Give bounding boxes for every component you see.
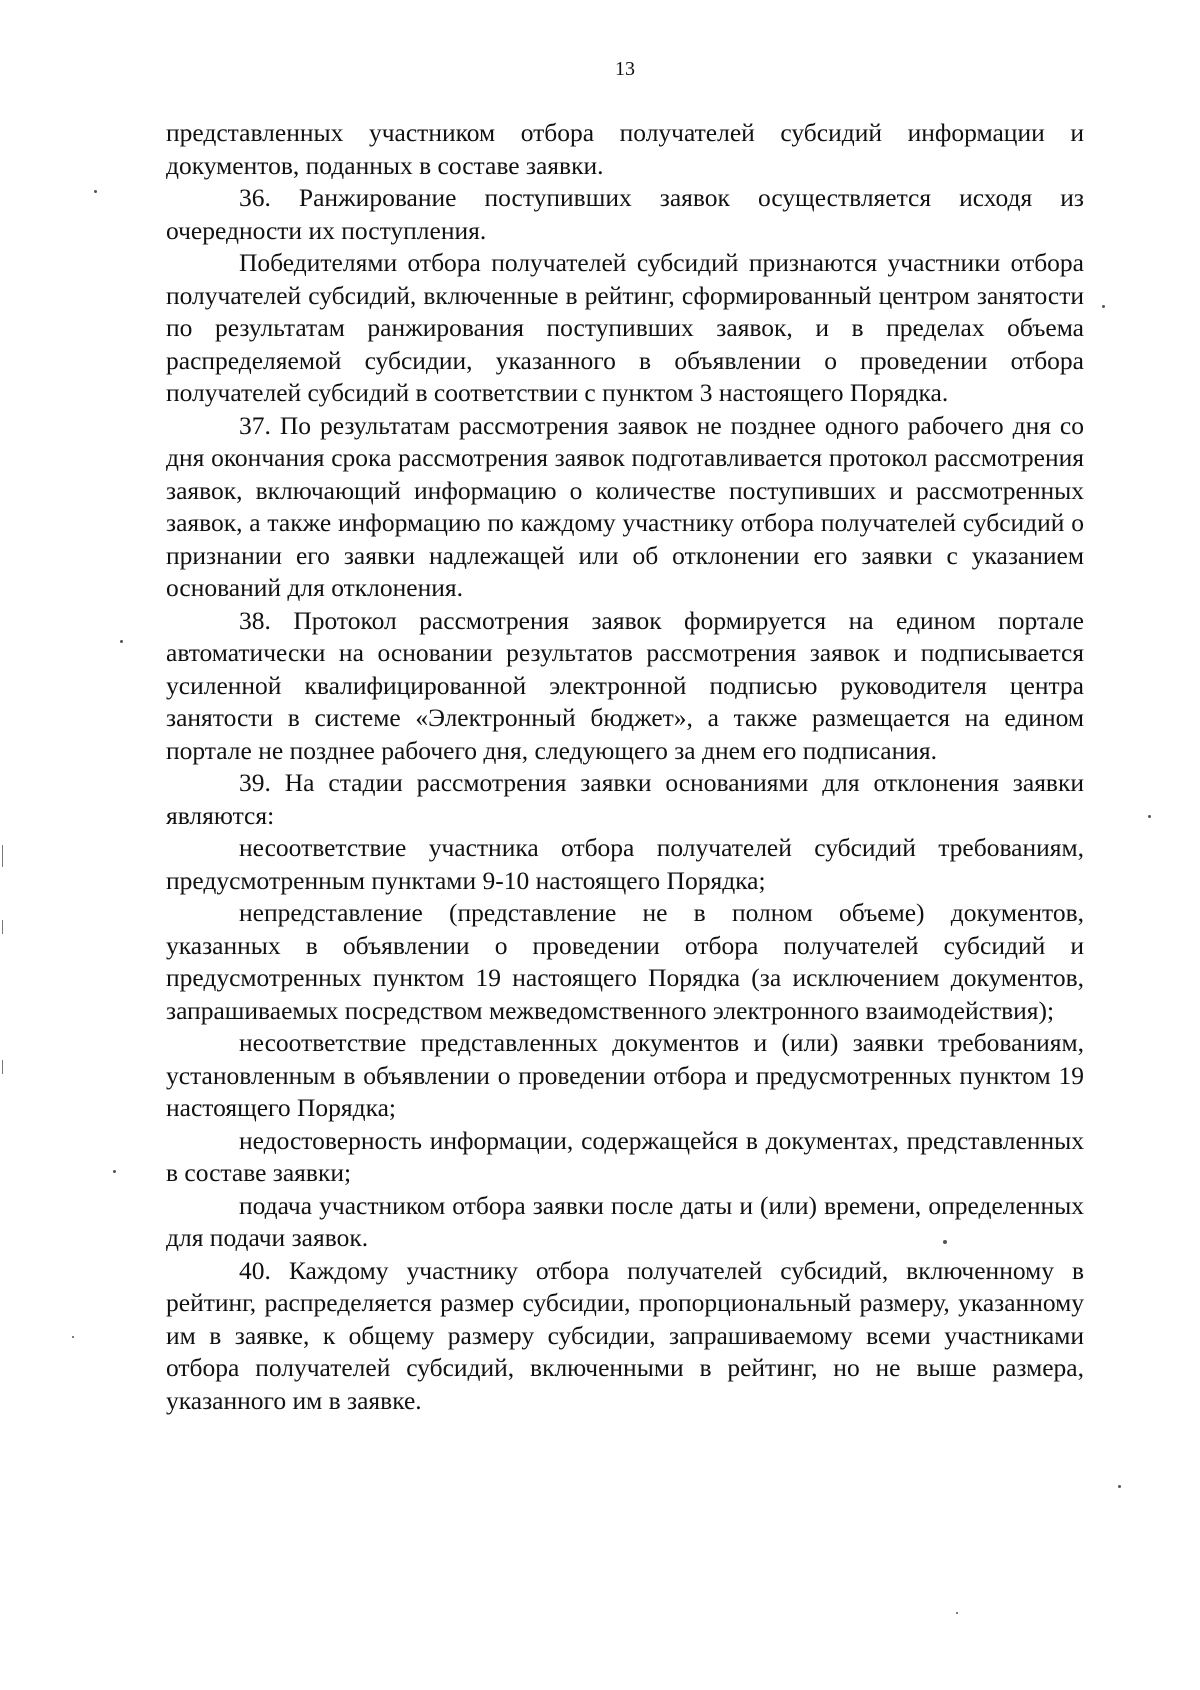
- list-item-document-mismatch: несоответствие представленных документов и (или) заявки требованиям, установленным в объявлении о проведении отбора и предусмотренных пунктом 19 настоящего Порядка;: [166, 1028, 1084, 1122]
- page-number: 13: [615, 58, 635, 80]
- list-item-inaccuracy: недостоверность информации, содержащейся в документах, представленных в составе заявки;: [166, 1125, 1084, 1187]
- list-item-late-submission: подача участником отбора заявки после даты и (или) времени, определенных для подачи заявок.: [166, 1190, 1084, 1252]
- paragraph-36-winners: Победителями отбора получателей субсидий признаются участники отбора получателей субсидий, включенные в рейтинг, сформированный центром занятости по результатам ранжирования поступивших заявок, и в пределах объема распределяемой субсидии, указанного в объявлении о проведении отбора получателей субсидий в соответствии с пунктом 3 настоящего Порядка.: [166, 248, 1084, 407]
- paragraph-36: 36. Ранжирование поступивших заявок осуществляется исходя из очередности их поступления.: [166, 183, 1084, 245]
- document-body: [166, 117, 1084, 1417]
- paragraph-38: 38. Протокол рассмотрения заявок формируется на едином портале автоматически на основании результатов рассмотрения заявок и подписывается усиленной квалифицированной электронной подписью руководителя центра занятости в системе «Электронный бюджет», а также размещается на едином портале не позднее рабочего дня, следующего за днем его подписания.: [166, 605, 1084, 765]
- list-item-nonsubmission: непредставление (представление не в полном объеме) документов, указанных в объявлении о проведении отбора получателей субсидий и предусмотренных пунктом 19 настоящего Порядка (за исключением документов, запрашиваемых посредством межведомственного электронного взаимодействия);: [166, 898, 1084, 1025]
- paragraph-40: 40. Каждому участнику отбора получателей субсидий, включенному в рейтинг, распределяется размер субсидии, пропорциональный размеру, указанному им в заявке, к общему размеру субсидии, запрашиваемому всеми участниками отбора получателей субсидий, включенными в рейтинг, но не выше размера, указанного им в заявке.: [166, 1255, 1084, 1415]
- paragraph-continuation: представленных участником отбора получателей субсидий информации и документов, поданных в составе заявки.: [166, 118, 1084, 180]
- paragraph-37: 37. По результатам рассмотрения заявок не позднее одного рабочего дня со дня окончания срока рассмотрения заявок подготавливается протокол рассмотрения заявок, включающий информацию о количестве поступивших и рассмотренных заявок, а также информацию по каждому участнику отбора получателей субсидий о признании его заявки надлежащей или об отклонении его заявки с указанием оснований для отклонения.: [166, 410, 1084, 602]
- list-item-nonconformity: несоответствие участника отбора получателей субсидий требованиям, предусмотренным пунктами 9-10 настоящего Порядка;: [166, 833, 1084, 895]
- paragraph-39: 39. На стадии рассмотрения заявки основаниями для отклонения заявки являются:: [166, 768, 1084, 830]
